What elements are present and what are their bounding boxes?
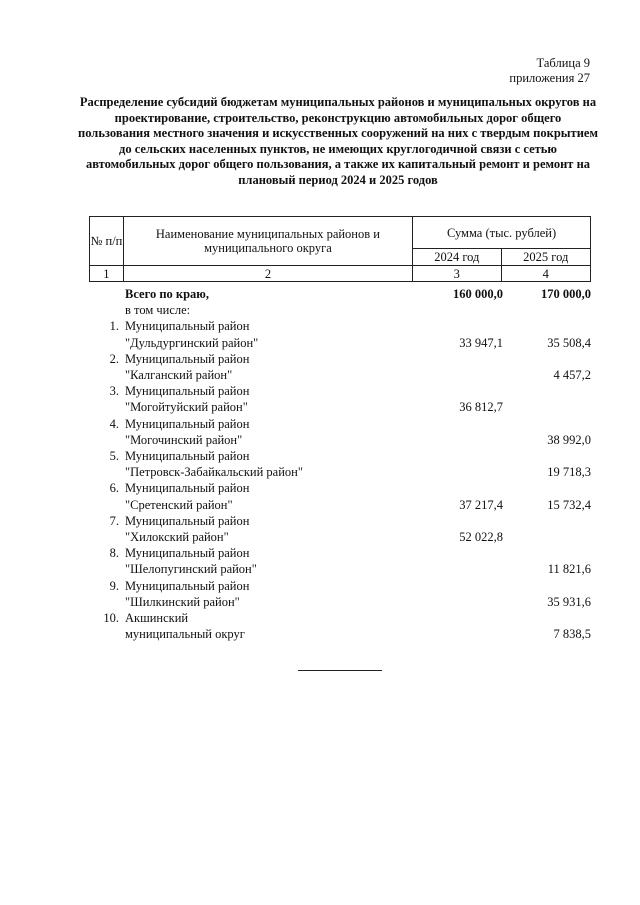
total-row [89, 286, 591, 302]
document-title: Распределение субсидий бюджетам муниципальных районов и муниципальных округов на проектирование, строительство, реконструкцию автомобильных дорог общего пользования местного значения и искусственных сооружений на них с твердым покрытием до сельских населенных пунктов, не имеющих круглогодичной связи с сетью автомобильных дорог общего пользования, а также их капитальный ремонт и ремонт на плановый период 2024 и 2025 годов [78, 95, 598, 187]
table-row [89, 383, 591, 415]
total-2025: 170 000,0 [541, 287, 591, 301]
row-name [123, 513, 415, 545]
row-number: 6. [109, 481, 119, 496]
row-number: 2. [109, 351, 119, 366]
row-2025: 4 457,2 [553, 368, 591, 383]
row-name-line2: "Хилокский район" [125, 530, 229, 545]
row-name-line2: "Дульдургинский район" [125, 335, 259, 350]
including-row [89, 302, 591, 318]
col-index-3: 3 [413, 266, 501, 282]
table-row [89, 448, 591, 480]
row-2024: 52 022,8 [459, 530, 503, 545]
header-2024: 2024 год [413, 249, 501, 266]
col-index-1: 1 [90, 266, 124, 282]
row-name-line1: Муниципальный район [125, 481, 250, 496]
closing-rule [298, 670, 382, 671]
table-row [89, 480, 591, 512]
row-name [123, 578, 415, 610]
row-name-line2: муниципальный округ [125, 627, 245, 642]
row-2025: 35 508,4 [547, 335, 591, 350]
header-num: № п/п [90, 217, 124, 266]
row-name-line2: "Шелопугинский район" [125, 562, 257, 577]
row-number: 3. [109, 384, 119, 399]
row-number: 9. [109, 578, 119, 593]
table-row [89, 351, 591, 383]
table-body [89, 286, 591, 642]
row-name [123, 448, 415, 480]
header-sum: Сумма (тыс. рублей) [413, 217, 591, 249]
col-index-4: 4 [501, 266, 590, 282]
row-number: 7. [109, 513, 119, 528]
table-row [89, 513, 591, 545]
row-number: 4. [109, 416, 119, 431]
table-number: Таблица 9 [536, 56, 590, 70]
row-name [123, 480, 415, 512]
row-name-line1: Акшинский [125, 611, 189, 626]
row-number: 8. [109, 546, 119, 561]
table-row [89, 578, 591, 610]
row-name [123, 383, 415, 415]
row-name [123, 610, 415, 642]
row-name-line1: Муниципальный район [125, 513, 250, 528]
table-row [89, 545, 591, 577]
row-number: 1. [109, 319, 119, 334]
row-name-line1: Муниципальный район [125, 319, 250, 334]
table-row [89, 416, 591, 448]
table-row [89, 318, 591, 350]
row-name-line1: Муниципальный район [125, 546, 250, 561]
row-2025: 15 732,4 [547, 497, 591, 512]
header-name: Наименование муниципальных районов и муниципального округа [123, 217, 412, 266]
row-2024: 33 947,1 [459, 335, 503, 350]
row-name-line2: "Сретенский район" [125, 497, 233, 512]
row-name-line1: Муниципальный район [125, 384, 250, 399]
row-name [123, 416, 415, 448]
table-reference [509, 56, 590, 86]
row-name-line1: Муниципальный район [125, 416, 250, 431]
row-2025: 35 931,6 [547, 594, 591, 609]
table-row [89, 610, 591, 642]
row-name-line2: "Калганский район" [125, 368, 233, 383]
row-2024: 36 812,7 [459, 400, 503, 415]
row-name-line2: "Шилкинский район" [125, 594, 240, 609]
row-name-line1: Муниципальный район [125, 449, 250, 464]
row-number: 5. [109, 449, 119, 464]
header-2025: 2025 год [501, 249, 590, 266]
row-name [123, 545, 415, 577]
col-index-2: 2 [123, 266, 412, 282]
row-name [123, 318, 415, 350]
including-label: в том числе: [125, 303, 191, 318]
row-name [123, 351, 415, 383]
row-name-line2: "Петровск-Забайкальский район" [125, 465, 303, 480]
row-2025: 7 838,5 [553, 627, 591, 642]
row-2025: 19 718,3 [547, 465, 591, 480]
row-name-line1: Муниципальный район [125, 578, 250, 593]
total-2024: 160 000,0 [453, 287, 503, 301]
row-name-line2: "Могочинский район" [125, 432, 243, 447]
total-label: Всего по краю, [125, 287, 209, 301]
row-name-line1: Муниципальный район [125, 351, 250, 366]
table-header [89, 216, 591, 282]
row-number: 10. [103, 611, 119, 626]
appendix-number: приложения 27 [509, 71, 590, 85]
row-2024: 37 217,4 [459, 497, 503, 512]
row-2025: 38 992,0 [547, 432, 591, 447]
row-2025: 11 821,6 [547, 562, 591, 577]
row-name-line2: "Могойтуйский район" [125, 400, 248, 415]
